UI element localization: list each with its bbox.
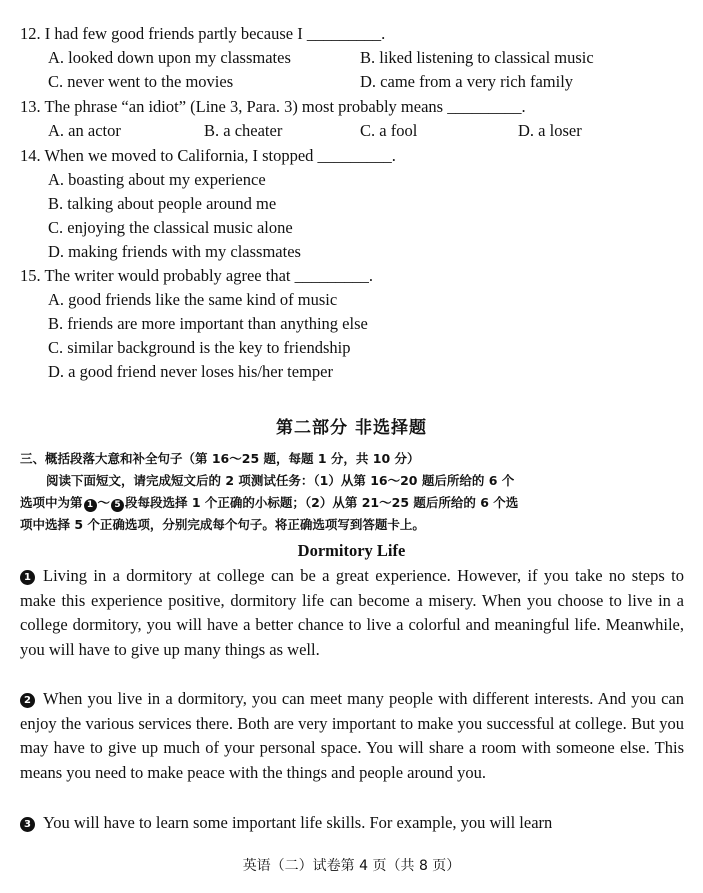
question-15-option-b: B. friends are more important than anything else [48, 314, 368, 333]
paragraph-3 [20, 811, 684, 836]
paragraph-number-1: 1 [20, 570, 35, 585]
question-13-stem: 13. The phrase “an idiot” (Line 3, Para. 3) most probably means _________. [20, 97, 526, 116]
question-15-option-d: D. a good friend never loses his/her temper [48, 362, 333, 381]
paragraph-number-3: 3 [20, 817, 35, 832]
question-14-option-a: A. boasting about my experience [48, 170, 266, 189]
paragraph-number-2: 2 [20, 693, 35, 708]
question-12-option-a: A. looked down upon my classmates [48, 48, 291, 67]
instructions-line-2-part-b: 段每段选择 1 个正确的小标题；（2）从第 21～25 题后所给的 6 个选 [125, 495, 519, 510]
page-footer: 英语（二）试卷第 4 页（共 8 页） [242, 858, 461, 874]
instructions-line-2 [20, 494, 518, 512]
circled-number-1: 1 [84, 499, 97, 512]
question-13-option-d: D. a loser [518, 121, 582, 140]
part-two-heading: 第二部分 非选择题 [276, 418, 427, 438]
instructions-line-1: 阅读下面短文，请完成短文后的 2 项测试任务：（1）从第 16～20 题后所给的 6 个 [46, 473, 515, 488]
question-14-stem: 14. When we moved to California, I stopped _________. [20, 146, 396, 165]
passage-title: Dormitory Life [297, 541, 406, 560]
question-15-option-c: C. similar background is the key to friendship [48, 338, 351, 357]
question-14-option-b: B. talking about people around me [48, 194, 277, 213]
question-12-stem: 12. I had few good friends partly because I _________. [20, 24, 386, 43]
question-12-option-b: B. liked listening to classical music [360, 48, 594, 67]
circled-number-5: 5 [111, 499, 124, 512]
question-12-option-d: D. came from a very rich family [360, 72, 574, 91]
question-13-option-b: B. a cheater [204, 121, 283, 140]
question-13-option-c: C. a fool [360, 121, 418, 140]
question-14-option-c: C. enjoying the classical music alone [48, 218, 293, 237]
instructions-line-2-part-a: 选项中为第 [20, 495, 83, 510]
paragraph-2 [20, 687, 684, 785]
instructions-tilde: ～ [97, 495, 111, 510]
question-15-stem: 15. The writer would probably agree that _________. [20, 266, 373, 285]
paragraph-2-text: When you live in a dormitory, you can meet many people with different interests. And you can enjoy the various services there. Both are very important to make you successful at college. But you may have to give up much of your personal space. You will share a room with someone else. This means you need to make peace with the things and people around you. [20, 689, 684, 782]
paragraph-3-text: You will have to learn some important life skills. For example, you will learn [43, 813, 553, 832]
paragraph-1 [20, 564, 684, 662]
paragraph-1-text: Living in a dormitory at college can be a great experience. However, if you take no steps to make this experience positive, dormitory life can become a misery. When you choose to live in a college dormitory, you will have a better chance to live a colorful and meaningful life. Meanwhile, you will have to give up many things as well. [20, 566, 684, 659]
question-12-option-c: C. never went to the movies [48, 72, 234, 91]
question-14-option-d: D. making friends with my classmates [48, 242, 301, 261]
section-three-title: 三、概括段落大意和补全句子（第 16～25 题，每题 1 分，共 10 分） [20, 451, 420, 466]
question-15-option-a: A. good friends like the same kind of music [48, 290, 338, 309]
question-13-option-a: A. an actor [48, 121, 121, 140]
instructions-line-3: 项中选择 5 个正确选项，分别完成每个句子。将正确选项写到答题卡上。 [20, 517, 425, 532]
